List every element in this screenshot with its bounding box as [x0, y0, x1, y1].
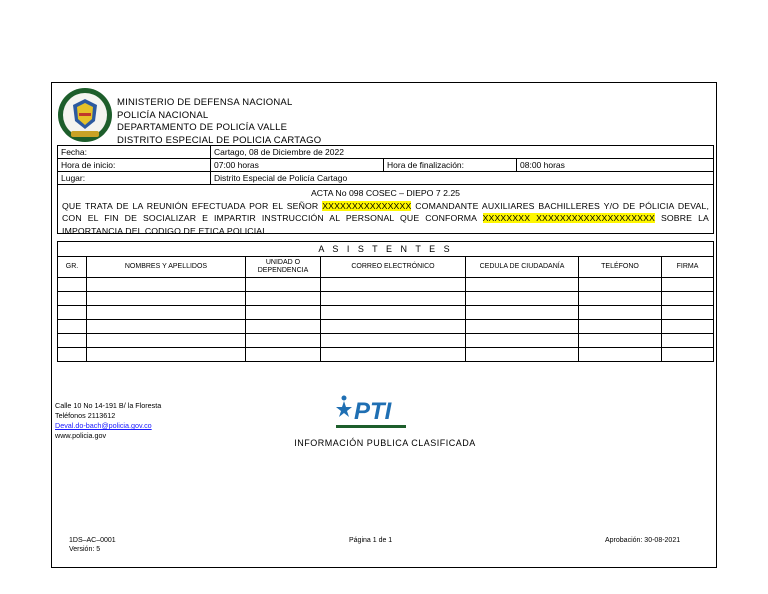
classification-label: INFORMACIÓN PUBLICA CLASIFICADA	[294, 438, 476, 448]
pti-logo	[332, 395, 412, 435]
org-line: DISTRITO ESPECIAL DE POLICIA CARTAGO	[117, 134, 322, 146]
column-header: CEDULA DE CIUDADANÍA	[466, 257, 579, 278]
org-line: DEPARTAMENTO DE POLICÍA VALLE	[117, 122, 288, 133]
table-row	[58, 320, 714, 334]
address-line: Calle 10 No 14-191 B/ la Floresta	[55, 401, 162, 410]
inicio-value: 07:00 horas	[211, 159, 384, 172]
acta-body	[62, 200, 709, 238]
meeting-info-table	[57, 145, 714, 185]
column-header: FIRMA	[662, 257, 714, 278]
info-row	[58, 159, 714, 172]
star-person-icon	[336, 396, 352, 418]
logo-text: PTI	[354, 398, 392, 425]
fin-label: Hora de finalización:	[384, 159, 517, 172]
document-code: 1DS–AC–0001	[69, 537, 116, 544]
redacted-unit: XXXXXXXX XXXXXXXXXXXXXXXXXXXX	[482, 213, 655, 223]
page-number: Página 1 de 1	[349, 537, 393, 544]
acta-title: ACTA No 098 COSEC – DIEPO 7 2.25	[310, 188, 461, 198]
table-row	[58, 306, 714, 320]
acta-text: COMANDANTE AUXILIARES BACHILLERES Y/O DE PÓLICIA DEVAL, CON EL FIN DE SOCIALIZAR E IMPARTIR INSTRUCCIÓN AL PERSONAL QUE CONFORMA	[62, 200, 710, 223]
document-page	[51, 82, 717, 568]
column-header: UNIDAD O DEPENDENCIA	[246, 257, 321, 278]
table-row	[58, 348, 714, 362]
info-row	[58, 172, 714, 185]
org-line: MINISTERIO DE DEFENSA NACIONAL	[117, 97, 293, 108]
table-row	[58, 278, 714, 292]
org-line: POLICÍA NACIONAL	[117, 109, 209, 121]
fin-value: 08:00 horas	[517, 159, 714, 172]
redacted-name: XXXXXXXXXXXXXXX	[322, 200, 412, 211]
phone-line: Teléfonos 2113612	[55, 411, 116, 420]
police-seal-icon	[57, 87, 113, 143]
organization-lines	[117, 97, 321, 147]
table-row	[58, 292, 714, 306]
info-row	[58, 146, 714, 159]
column-header: TELÉFONO	[579, 257, 662, 278]
lugar-label: Lugar:	[58, 172, 211, 185]
address-block	[55, 401, 161, 441]
table-row	[58, 334, 714, 348]
footer-code-block	[69, 537, 116, 554]
acta-section	[57, 184, 714, 234]
email-link[interactable]: Deval.do-bach@policia.gov.co	[55, 421, 152, 430]
column-header: NOMBRES Y APELLIDOS	[87, 257, 246, 278]
approval-date: Aprobación: 30-08-2021	[605, 537, 681, 544]
acta-text: SOBRE LA IMPORTANCIA DEL CODIGO DE ETICA POLICIAL.	[62, 213, 709, 236]
inicio-label: Hora de inicio:	[58, 159, 211, 172]
attendees-caption: A S I S T E N T E S	[58, 242, 714, 257]
acta-text: QUE TRATA DE LA REUNIÓN EFECTUADA POR EL SEÑOR	[62, 200, 323, 211]
lugar-value: Distrito Especial de Policía Cartago	[211, 172, 714, 185]
column-header: CORREO ELECTRÓNICO	[321, 257, 466, 278]
website-line: www.policia.gov	[55, 431, 107, 440]
document-version: Versión: 5	[69, 545, 101, 553]
attendees-table	[57, 241, 714, 362]
fecha-label: Fecha:	[58, 146, 211, 159]
document-header	[57, 87, 717, 147]
fecha-value: Cartago, 08 de Diciembre de 2022	[211, 146, 714, 159]
column-header: GR.	[58, 257, 87, 278]
attendees-caption-row	[58, 242, 714, 257]
attendees-header-row	[58, 257, 714, 278]
